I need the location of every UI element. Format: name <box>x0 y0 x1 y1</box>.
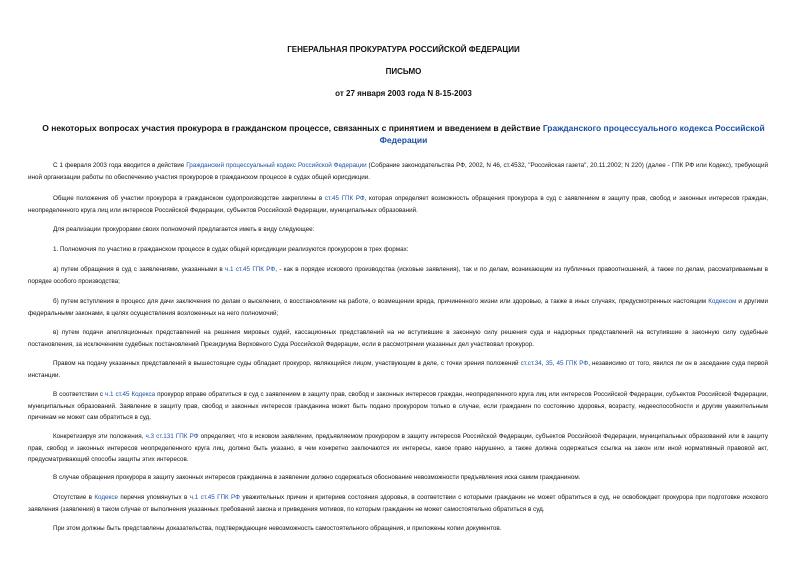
paragraph-1: С 1 февраля 2003 года вводится в действие Гражданский процессуальный кодекс Российской Федерации (Собрание законодательства РФ, 2002, N 46, ст.4532, "Российская газета", 20.11.2002; N 220) (далее - ГПК РФ или Кодекс), требующий иной организации работы по обеспечению участия прокуроров в гражданском процессе в судах общей юрисдикции. <box>28 162 768 181</box>
ch1-st45-link[interactable]: ч.1 ст.45 ГПК РФ <box>225 266 276 273</box>
ch3-st131-link[interactable]: ч.3 ст.131 ГПК РФ <box>145 433 199 440</box>
paragraph-9: В соответствии с ч.1 ст.45 Кодекса прокурор вправе обратиться в суд с заявлением в защиту прав, свобод и законных интересов граждан, неопределенного круга лиц или интересов Российской Федерации, субъектов Российской Федерации, муниципальных образований. Заявление в защиту прав, свобод и законных интересов гражданина может быть подано прокурором только в случае, если гражданин по состоянию здоровья, возрасту, недееспособности и другим уважительным причинам не может сам обратиться в суд. <box>28 391 768 421</box>
org-title: ГЕНЕРАЛЬНАЯ ПРОКУРАТУРА РОССИЙСКОЙ ФЕДЕРАЦИИ <box>287 45 520 54</box>
paragraph-10: Конкретизируя эти положения, ч.3 ст.131 ГПК РФ определяет, что в исковом заявлении, предъявляемом прокурором в защиту интересов Российской Федерации, субъектов Российской Федерации, муниципальных образований или в защиту прав, свобод и законных интересов неопределенного круга лиц, должно быть указано, в чем конкретно заключаются их интересы, какое право нарушено, а также должна содержаться ссылка на закон или иной нормативный правовой акт, предусматривающий способы защиты этих интересов. <box>28 433 769 463</box>
gpk-link[interactable]: Гражданского процессуального кодекса Российской Федерации <box>379 123 765 145</box>
paragraph-3: Для реализации прокурорами своих полномочий предлагается иметь в виду следующее: <box>53 226 315 233</box>
kodeks-link[interactable]: Кодексом <box>708 298 737 305</box>
paragraph-8: Правом на подачу указанных представлений в вышестоящие суды обладает прокурор, являющийся лицом, участвующим в деле, с точки зрения положений ст.ст.34, 35, 45 ГПК РФ, независимо от того, явился ли он в заседание суда первой инстанции. <box>28 360 769 379</box>
subject-text: О некоторых вопросах участия прокурора в гражданском процессе, связанных с принятием и введением в действие <box>42 123 543 133</box>
st45-link[interactable]: 45 ГПК РФ <box>556 360 589 367</box>
paragraph-11: В случае обращения прокурора в защиту законных интересов гражданина в заявлении должно содержаться обоснование невозможности предъявления иска самим гражданином. <box>53 474 581 481</box>
document-type: ПИСЬМО <box>385 67 422 76</box>
paragraph-7: в) путем подачи апелляционных представлений на решения мировых судей, кассационных представлений на не вступившие в законную силу решения суда и надзорных представлений на вступившие в законную силу судебные постановления, за исключением судебных постановлений Президиума Верховного Суда Российской Федерации, если в рассмотрении указанных дел участвовал прокурор. <box>28 329 768 348</box>
kodeks-link[interactable]: Кодексе <box>94 494 118 501</box>
st35-link[interactable]: 35 <box>545 360 553 367</box>
document-date-number: от 27 января 2003 года N 8-15-2003 <box>335 89 472 98</box>
gpk-link[interactable]: Гражданский процессуальный кодекс Российской Федерации <box>186 162 367 169</box>
document-subject <box>40 122 767 146</box>
paragraph-4: 1. Полномочия по участию в гражданском процессе в судах общей юрисдикции реализуются прокурором в трех формах: <box>53 246 409 253</box>
st34-link[interactable]: ст.ст.34 <box>520 360 542 367</box>
ch1-st45-link[interactable]: ч.1 ст.45 ГПК РФ <box>189 494 240 501</box>
ch1-st45-kodeks-link[interactable]: ч.1 ст.45 Кодекса <box>104 391 156 398</box>
paragraph-2: Общие положения об участии прокурора в гражданском судопроизводстве закреплены в ст.45 ГПК РФ, которая определяет возможность обращения прокурора в суд с заявлением в защиту прав, свобод и законных интересов граждан, неопределенного круга лиц или интересов Российской Федерации, субъектов Российской Федерации, муниципальных образований. <box>28 195 769 214</box>
st45-link[interactable]: ст.45 ГПК РФ <box>324 195 365 202</box>
paragraph-13: При этом должны быть представлены доказательства, подтверждающие невозможность самостоятельного обращения, и приложены копии документов. <box>53 525 502 532</box>
paragraph-5: а) путем обращения в суд с заявлениями, указанными в ч.1 ст.45 ГПК РФ, - как в порядке искового производства (исковые заявления), так и по делам, возникающим из публичных правоотношений, а также по делам, рассматриваемым в порядке особого производства; <box>28 266 769 285</box>
paragraph-6: б) путем вступления в процесс для дачи заключения по делам о выселении, о восстановлении на работе, о возмещении вреда, причиненного жизни или здоровью, а также в иных случаях, предусмотренных настоящим Кодексом и другими федеральными законами, в целях осуществления возложенных на него полномочий; <box>28 298 768 317</box>
paragraph-12: Отсутствие в Кодексе перечня упомянутых в ч.1 ст.45 ГПК РФ уважительных причин и критериев состояния здоровья, в соответствии с которыми гражданин не может обратиться в суд, не освобождает прокурора при подготовке искового заявления (заявления) в таком случае от выполнения указанных требований закона и приведения мотивов, по которым гражданин не может самостоятельно обратиться в суд. <box>28 494 768 513</box>
